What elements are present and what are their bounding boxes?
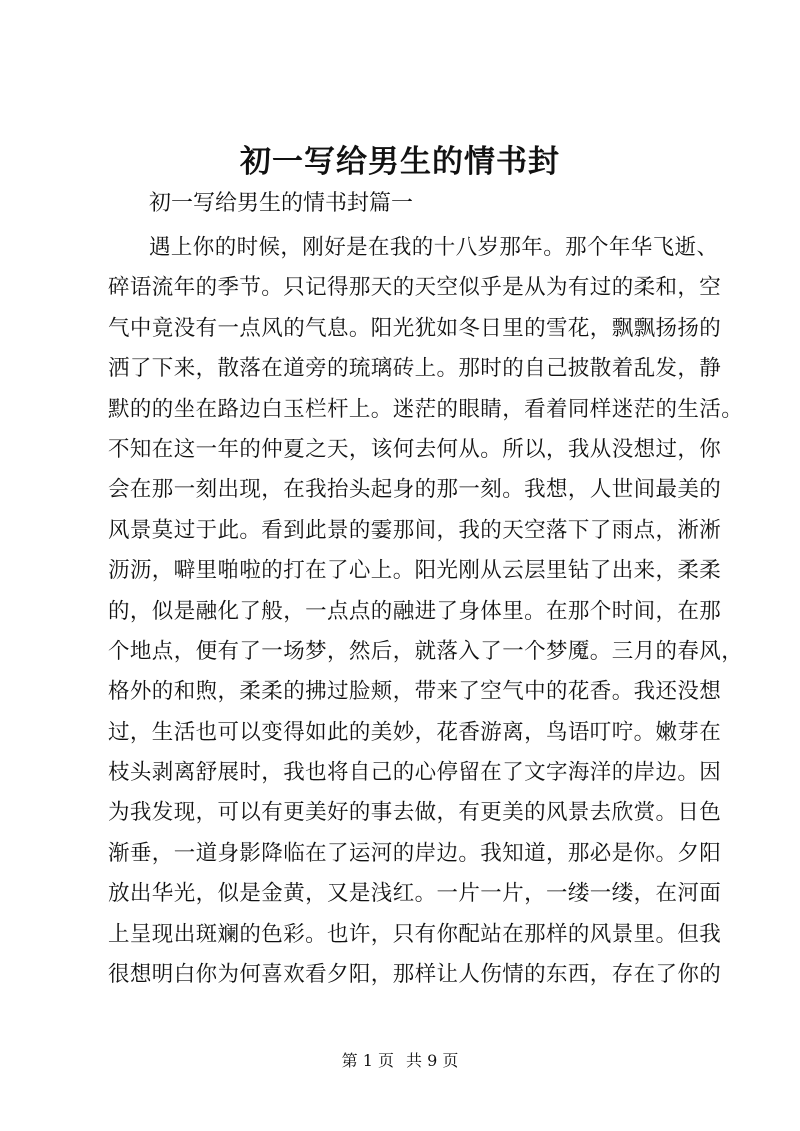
body-line: 默的的坐在路边白玉栏杆上。迷茫的眼睛，看着同样迷茫的生活。 [108, 396, 744, 422]
body-line: 不知在这一年的仲夏之天，该何去何从。所以，我从没想过，你 [108, 436, 722, 462]
body-line: 气中竟没有一点风的气息。阳光犹如冬日里的雪花，飘飘扬扬的 [108, 315, 722, 341]
page-number: 第 1 页 [341, 1051, 394, 1070]
body-line: 渐垂，一道身影降临在了运河的岸边。我知道，那必是你。夕阳 [108, 840, 722, 866]
body-line: 放出华光，似是金黄，又是浅红。一片一片，一缕一缕，在河面 [108, 881, 722, 907]
body-line: 碎语流年的季节。只记得那天的天空似乎是从为有过的柔和，空 [108, 275, 722, 301]
body-line: 为我发现，可以有更美好的事去做，有更美的风景去欣赏。日色 [108, 800, 722, 826]
body-line: 洒了下来，散落在道旁的琉璃砖上。那时的自己披散着乱发，静 [108, 356, 722, 382]
body-line: 个地点，便有了一场梦，然后，就落入了一个梦魇。三月的春风， [108, 638, 744, 664]
document-title: 初一写给男生的情书封 [240, 144, 560, 180]
body-line: 很想明白你为何喜欢看夕阳，那样让人伤情的东西，存在了你的 [108, 962, 722, 988]
body-line: 的，似是融化了般，一点点的融进了身体里。在那个时间，在那 [108, 598, 722, 624]
body-line: 沥沥，噼里啪啦的打在了心上。阳光刚从云层里钻了出来，柔柔 [108, 558, 722, 584]
body-line: 会在那一刻出现，在我抬头起身的那一刻。我想，人世间最美的 [108, 477, 722, 503]
body-line: 风景莫过于此。看到此景的霎那间，我的天空落下了雨点，淅淅 [108, 517, 722, 543]
body-line: 枝头剥离舒展时，我也将自己的心停留在了文字海洋的岸边。因 [108, 760, 722, 786]
body-line: 遇上你的时候，刚好是在我的十八岁那年。那个年华飞逝、 [149, 235, 719, 260]
body-line: 上呈现出斑斓的色彩。也许，只有你配站在那样的风景里。但我 [108, 921, 722, 947]
section-heading: 初一写给男生的情书封篇一 [149, 191, 414, 216]
page-footer [0, 1050, 800, 1072]
body-line: 格外的和煦，柔柔的拂过脸颊，带来了空气中的花香。我还没想 [108, 679, 722, 705]
body-text [108, 228, 744, 995]
page-total: 共 9 页 [406, 1051, 459, 1070]
body-line: 过，生活也可以变得如此的美妙，花香游离，鸟语叮咛。嫩芽在 [108, 719, 722, 745]
